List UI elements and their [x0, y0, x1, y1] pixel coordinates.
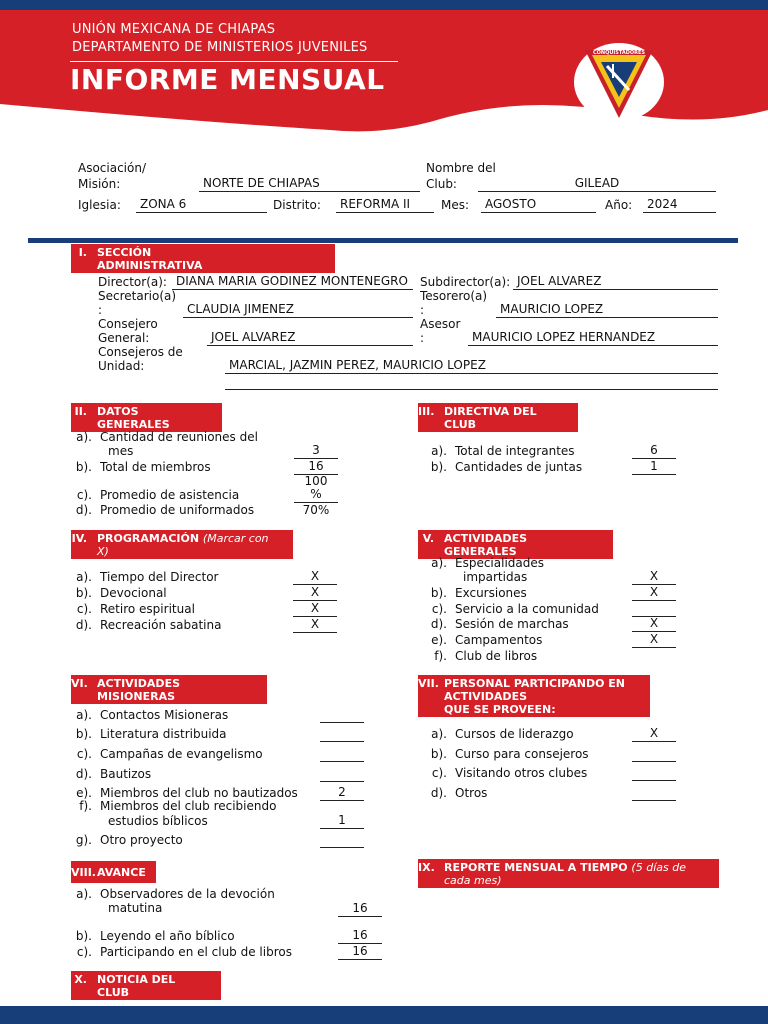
liderazgo-field[interactable]: X — [632, 726, 676, 742]
anio-field[interactable]: 2024 — [643, 197, 716, 213]
campamentos-field[interactable]: X — [632, 632, 676, 648]
list-item: a). Total de integrantes — [431, 444, 575, 458]
mes-field[interactable]: AGOSTO — [481, 197, 596, 213]
miembros-field[interactable]: 16 — [294, 459, 338, 475]
secretario-label-2: : — [98, 303, 103, 317]
list-item-continuation: impartidas — [463, 570, 528, 584]
consejeros-curso-field[interactable] — [632, 746, 676, 762]
bautizos-field[interactable] — [320, 766, 364, 782]
list-item: d). Recreación sabatina — [75, 618, 222, 632]
list-item-continuation: matutina — [108, 901, 163, 915]
list-item: d). Sesión de marchas — [430, 617, 569, 631]
servicio-field[interactable] — [632, 601, 676, 617]
list-item: c). Retiro espiritual — [76, 602, 195, 616]
list-item: a). Cursos de liderazgo — [431, 727, 574, 741]
club-label-2: Club: — [426, 177, 457, 191]
section-1-header: I. SECCIÓN ADMINISTRATIVA — [71, 244, 335, 273]
otros-field[interactable] — [632, 785, 676, 801]
list-item: b). Leyendo el año bíblico — [75, 929, 235, 943]
asesor-field[interactable]: MAURICIO LOPEZ HERNANDEZ — [468, 330, 718, 346]
list-item: e). Miembros del club no bautizados — [76, 786, 298, 800]
consejero-label-1: Consejero — [98, 317, 158, 331]
excursiones-field[interactable]: X — [632, 585, 676, 601]
list-item: d). Bautizos — [75, 767, 152, 781]
tiempo-director-field[interactable]: X — [293, 569, 337, 585]
club-libros-field[interactable]: 16 — [338, 944, 382, 960]
uniformados-value[interactable]: 70% — [302, 503, 330, 517]
club-label-1: Nombre del — [426, 161, 496, 175]
asistencia-value-line-1: 100 — [304, 474, 328, 488]
section-8-header: VIII.AVANCE — [71, 861, 156, 883]
list-item: a). Tiempo del Director — [76, 570, 219, 584]
list-item-continuation: mes — [108, 444, 134, 458]
list-item: b). Excursiones — [430, 586, 527, 600]
list-item: b). Literatura distribuida — [75, 727, 227, 741]
section-7-header: VII. PERSONAL PARTICIPANDO EN ACTIVIDADES QUE SE PROVEEN: — [418, 675, 650, 717]
distrito-label: Distrito: — [273, 198, 321, 212]
secretario-label-1: Secretario(a) — [98, 289, 177, 303]
tesorero-label-1: Tesorero(a) — [420, 289, 488, 303]
list-item-continuation: estudios bíblicos — [108, 814, 208, 828]
consejeros-label-2: Unidad: — [98, 359, 145, 373]
top-navy-bar — [0, 0, 768, 10]
consejeros-field[interactable]: MARCIAL, JAZMIN PEREZ, MAURICIO LOPEZ — [225, 358, 718, 374]
literatura-field[interactable] — [320, 726, 364, 742]
list-item: c). Campañas de evangelismo — [76, 747, 263, 761]
juntas-field[interactable]: 1 — [632, 459, 676, 475]
recreacion-field[interactable]: X — [293, 617, 337, 633]
header-rule — [70, 61, 398, 62]
list-item: b). Devocional — [75, 586, 167, 600]
asociacion-label-2: Misión: — [78, 177, 121, 191]
visitando-field[interactable] — [632, 765, 676, 781]
retiro-field[interactable]: X — [293, 601, 337, 617]
consejeros-field-extra-line[interactable] — [225, 374, 718, 390]
consejero-label-2: General: — [98, 331, 150, 345]
subdirector-field[interactable]: JOEL ALVAREZ — [513, 274, 718, 290]
section-2-header: II. DATOS GENERALES — [71, 403, 222, 432]
list-item: d). Otros — [430, 786, 488, 800]
asesor-label-2: : — [420, 331, 425, 345]
director-label: Director(a): — [98, 275, 167, 289]
asociacion-label-1: Asociación/ — [78, 161, 147, 175]
section-divider — [28, 238, 738, 243]
section-4-header: IV. PROGRAMACIÓN (Marcar con X) — [71, 530, 293, 559]
subdirector-label: Subdirector(a): — [420, 275, 511, 289]
iglesia-label: Iglesia: — [78, 198, 121, 212]
section-5-header: V. ACTIVIDADES GENERALES — [418, 530, 613, 559]
list-item: b). Cantidades de juntas — [430, 460, 583, 474]
tesorero-field[interactable]: MAURICIO LOPEZ — [496, 302, 718, 318]
pathfinder-logo-icon — [573, 42, 665, 122]
consejero-field[interactable]: JOEL ALVAREZ — [207, 330, 413, 346]
bottom-navy-bar — [0, 1006, 768, 1024]
list-item: g). Otro proyecto — [75, 833, 183, 847]
union-name: UNIÓN MEXICANA DE CHIAPAS — [72, 22, 276, 37]
svg-text:CONQUISTADORES: CONQUISTADORES — [592, 50, 646, 56]
section-10-header: X. NOTICIA DEL CLUB — [71, 971, 221, 1000]
list-item: f). Club de libros — [434, 649, 538, 663]
club-name-field[interactable]: GILEAD — [478, 176, 716, 192]
anio-label: Año: — [605, 198, 633, 212]
list-item: e). Campamentos — [431, 633, 543, 647]
department-name: DEPARTAMENTO DE MINISTERIOS JUVENILES — [72, 40, 368, 55]
consejeros-label-1: Consejeros de — [98, 345, 183, 359]
mes-label: Mes: — [441, 198, 470, 212]
list-item: c). Promedio de asistencia — [76, 488, 240, 502]
tesorero-label-2: : — [420, 303, 425, 317]
integrantes-field[interactable]: 6 — [632, 443, 676, 459]
list-item: c). Servicio a la comunidad — [431, 602, 599, 616]
list-item: b). Curso para consejeros — [430, 747, 589, 761]
ano-biblico-field[interactable]: 16 — [338, 928, 382, 944]
secretario-field[interactable]: CLAUDIA JIMENEZ — [183, 302, 413, 318]
marchas-field[interactable]: X — [632, 616, 676, 632]
asociacion-field[interactable]: NORTE DE CHIAPAS — [199, 176, 420, 192]
devocion-field[interactable]: 16 — [338, 901, 382, 917]
section-6-header: VI. ACTIVIDADES MISIONERAS — [71, 675, 267, 704]
estudios-biblicos-field[interactable]: 1 — [320, 813, 364, 829]
list-item: a). Cantidad de reuniones del — [76, 430, 258, 444]
list-item: a). Observadores de la devoción — [76, 887, 275, 901]
section-3-header: III. DIRECTIVA DEL CLUB — [418, 403, 578, 432]
campanas-field[interactable] — [320, 746, 364, 762]
iglesia-field[interactable]: ZONA 6 — [136, 197, 267, 213]
list-item: b). Total de miembros — [75, 460, 211, 474]
list-item: c). Visitando otros clubes — [431, 766, 588, 780]
page-title: INFORME MENSUAL — [70, 63, 385, 96]
reuniones-field[interactable]: 3 — [294, 443, 338, 459]
asistencia-field[interactable]: % — [294, 487, 338, 503]
section-9-header: IX. REPORTE MENSUAL A TIEMPO (5 días de cada mes) — [418, 859, 719, 888]
devocional-field[interactable]: X — [293, 585, 337, 601]
asesor-label-1: Asesor — [420, 317, 461, 331]
list-item: c). Participando en el club de libros — [76, 945, 292, 959]
director-field[interactable]: DIANA MARIA GODINEZ MONTENEGRO — [172, 274, 413, 290]
list-item: f). Miembros del club recibiendo — [79, 799, 277, 813]
no-bautizados-field[interactable]: 2 — [320, 785, 364, 801]
distrito-field[interactable]: REFORMA II — [336, 197, 434, 213]
otro-proyecto-field[interactable] — [320, 832, 364, 848]
especialidades-field[interactable]: X — [632, 569, 676, 585]
list-item: a). Especialidades — [431, 556, 545, 570]
list-item: a). Contactos Misioneras — [76, 708, 229, 722]
list-item: d). Promedio de uniformados — [75, 503, 255, 517]
contactos-field[interactable] — [320, 707, 364, 723]
